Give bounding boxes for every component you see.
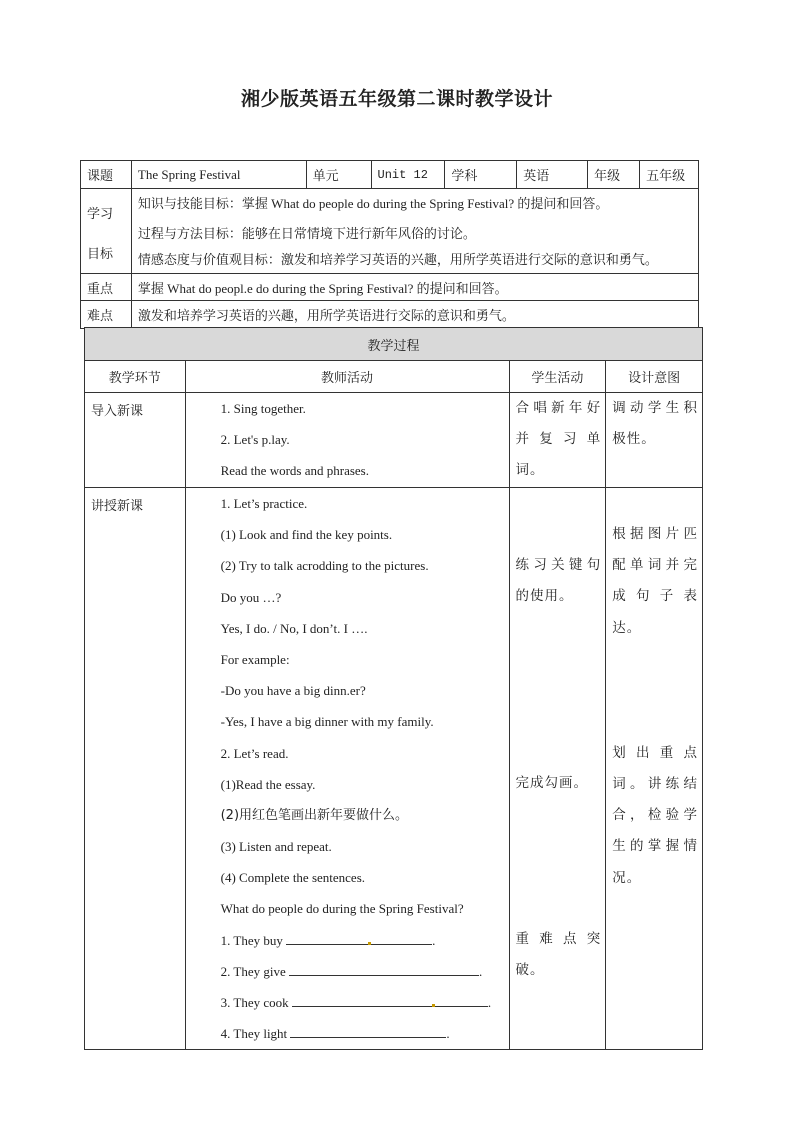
teacher-line: -Yes, I have a big dinner with my family.	[220, 714, 434, 730]
student-activity-text: 完成勾画。	[515, 775, 589, 792]
goals-label-line-2: 目标	[87, 247, 114, 262]
difficulty-text: 激发和培养学习英语的兴趣，用所学英语进行交际的意识和勇气。	[131, 301, 698, 329]
teacher-line: 1. Sing together.	[220, 401, 306, 416]
subject-label: 学科	[445, 161, 517, 189]
teach-student-activity	[509, 488, 606, 1050]
intro-student-activity	[509, 393, 606, 488]
fill-in-sentence-3: 3. They cook .	[220, 995, 492, 1010]
teacher-line: 1. Let’s practice.	[220, 496, 308, 511]
unit-value: Unit 12	[371, 161, 445, 189]
teacher-line: -Do you have a big dinn.er?	[220, 683, 366, 699]
teach-stage-name: 讲授新课	[85, 488, 186, 1050]
teacher-line: (2)用红色笔画出新年要做什么。	[220, 807, 409, 823]
column-header-purpose: 设计意图	[606, 361, 703, 393]
difficulty-label: 难点	[81, 301, 132, 329]
goal-method: 过程与方法目标：能够在日常情境下进行新年风俗的讨论。	[137, 226, 476, 241]
teacher-line: (4) Complete the sentences.	[220, 870, 366, 886]
goal-attitude: 情感态度与价值观目标：激发和培养学习英语的兴趣，用所学英语进行交际的意识和勇气。	[137, 252, 658, 267]
purpose-text: 根据图片匹配单词并完成句子表达。	[612, 526, 698, 636]
teacher-line: Read the words and phrases.	[220, 463, 369, 479]
purpose-text: 划出重点词。讲练结合，检验学生的掌握情况。	[612, 744, 698, 886]
intro-teacher-activity	[185, 393, 509, 488]
key-point-text: 掌握 What do peopl.e do during the Spring Festival? 的提问和回答。	[131, 274, 698, 301]
goals-label-line-1: 学习	[87, 207, 114, 222]
subject-value: 英语	[517, 161, 588, 189]
teacher-line: What do people do during the Spring Festival?	[220, 901, 464, 917]
fill-in-sentence-1: 1. They buy .	[220, 932, 436, 948]
teacher-line: (2) Try to talk acrodding to the pictures.	[220, 558, 429, 574]
teacher-line: (1)Read the essay.	[220, 776, 316, 792]
answer-blank	[290, 1025, 446, 1038]
goals-label	[81, 189, 132, 274]
teacher-line: 2. Let’s read.	[220, 745, 289, 761]
column-header-stage: 教学环节	[85, 361, 186, 393]
column-header-teacher: 教师活动	[185, 361, 509, 393]
teacher-line: For example:	[220, 651, 290, 667]
answer-blank	[289, 963, 479, 976]
grade-value: 五年级	[640, 161, 699, 189]
grade-label: 年级	[588, 161, 640, 189]
purpose-text: 调动学生积极性。	[612, 400, 698, 448]
document-title: 湘少版英语五年级第二课时教学设计	[240, 88, 553, 110]
answer-blank	[292, 994, 488, 1007]
teach-purpose	[606, 488, 703, 1050]
topic-label: 课题	[81, 161, 132, 189]
teach-teacher-activity	[185, 488, 509, 1050]
course-info-table	[80, 160, 699, 329]
process-heading: 教学过程	[85, 328, 703, 361]
goal-knowledge: 知识与技能目标：掌握 What do people do during the Spring Festival? 的提问和回答。	[137, 196, 609, 211]
teacher-line: Yes, I do. / No, I don’t. I ….	[220, 620, 368, 636]
goals-content	[131, 189, 698, 274]
fill-in-sentence-4: 4. They light .	[220, 1026, 450, 1042]
teacher-line: (3) Listen and repeat.	[220, 839, 332, 855]
fill-in-sentence-2: 2. They give .	[220, 963, 483, 979]
answer-blank	[286, 932, 432, 945]
unit-label: 单元	[306, 161, 371, 189]
student-activity-text: 重难点突破。	[515, 930, 602, 978]
teacher-line: (1) Look and find the key points.	[220, 527, 393, 543]
process-table	[84, 327, 703, 1050]
teacher-line: Do you …?	[220, 589, 282, 605]
student-activity-text: 合唱新年好并复习单词。	[515, 400, 602, 479]
column-header-student: 学生活动	[509, 361, 606, 393]
student-activity-text: 练习关键句的使用。	[515, 557, 602, 605]
topic-value: The Spring Festival	[131, 161, 306, 189]
intro-stage-name: 导入新课	[85, 393, 186, 488]
intro-purpose	[606, 393, 703, 488]
teacher-line: 2. Let's p.lay.	[220, 432, 290, 448]
key-point-label: 重点	[81, 274, 132, 301]
